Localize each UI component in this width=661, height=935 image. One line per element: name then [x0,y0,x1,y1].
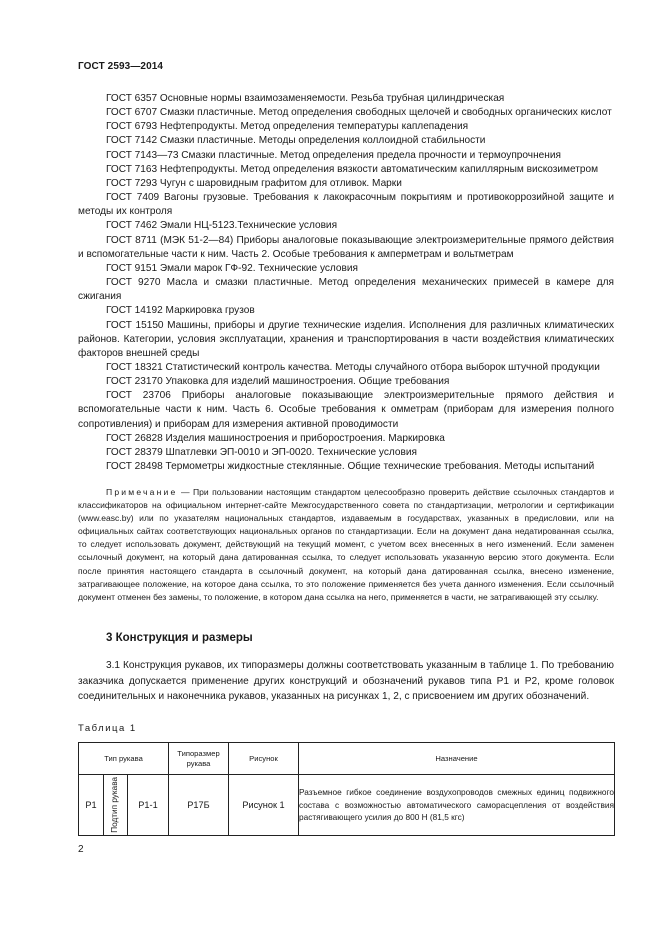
note-label: Примечание [106,487,178,497]
table-header-row [79,743,615,775]
reference-item: ГОСТ 6793 Нефтепродукты. Метод определения температуры каплепадения [106,121,469,133]
reference-item: ГОСТ 7142 Смазки пластичные. Методы определения коллоидной стабильности [106,135,486,147]
section-title: 3 Конструкция и размеры [106,632,253,644]
cell-size: Р17Б [169,775,229,836]
header-size: Типоразмер рукава [169,743,229,775]
reference-item: ГОСТ 14192 Маркировка грузов [106,305,255,317]
section-paragraph: 3.1 Конструкция рукавов, их типоразмеры должны соответствовать указанным в таблице 1. По требованию заказчика допускается применение других конструкций и обозначений рукавов типа Р1 и Р2, кроме головок соединительных и наконечника рукавов, указанных на рисунках 1, 2, с присвоением им других обозначений. [78,660,614,703]
page-header-standard-id: ГОСТ 2593—2014 [78,61,164,72]
reference-item: ГОСТ 7163 Нефтепродукты. Метод определения вязкости автоматическим капиллярным вискозиметром [106,163,599,175]
normative-references-list [78,92,614,474]
reference-item: ГОСТ 23706 Приборы аналоговые показывающие электроизмерительные прямого действия и вспомогательные части к ним. Часть 6. Особые требования к омметрам (приборам для измерения полного сопротивления) и приборам для измерения активной проводимости [78,390,614,430]
table-caption: Таблица 1 [78,723,137,734]
reference-item: ГОСТ 7409 Вагоны грузовые. Требования к лакокрасочным покрытиям и противокоррозийной защите и методы их контроля [78,192,614,218]
reference-item: ГОСТ 7462 Эмали НЦ-5123.Технические условия [106,220,338,232]
table-row [79,775,615,836]
reference-item: ГОСТ 7143—73 Смазки пластичные. Метод определения предела прочности и термоупрочнения [106,149,561,161]
reference-item: ГОСТ 6357 Основные нормы взаимозаменяемости. Резьба трубная цилиндрическая [106,93,505,104]
header-purpose: Назначение [299,743,615,775]
reference-item: ГОСТ 18321 Статистический контроль качества. Методы случайного отбора выборок штучной продукции [106,361,600,373]
cell-purpose: Разъемное гибкое соединение воздухопроводов смежных единиц подвижного состава с возможностью автоматического саморасцепления от воздействия растягивающего усилия до 800 Н (81,5 кгс) [299,775,615,836]
page-number: 2 [78,844,84,855]
reference-item: ГОСТ 7293 Чугун с шаровидным графитом для отливок. Марки [106,177,402,189]
spec-table [78,742,615,836]
header-type: Тип рукава [79,743,169,775]
reference-item: ГОСТ 8711 (МЭК 51-2—84) Приборы аналоговые показывающие электроизмерительные прямого действия и вспомогательные части к ним. Часть 2. Особые требования к амперметрам и вольтметрам [78,234,614,260]
reference-item: ГОСТ 6707 Смазки пластичные. Метод определения свободных щелочей и свободных органических кислот [106,107,612,119]
cell-subtype-text: Подтип рукава [109,777,119,833]
note-text: При пользовании настоящим стандартом целесообразно проверить действие ссылочных стандартов и классификаторов на официальном интернет-сайте Межгосударственного совета по стандартизации, метрологии и сертификации (www.easc.by) или по указателям национальных стандартов, издаваемым в государствах, указанных в предисловии, или на официальных сайтах соответствующих национальных органов по стандартизации. Если на документ дана недатированная ссылка, то следует использовать документ, действующий на текущий момент, с учетом всех внесенных в него изменений. Если заменен ссылочный документ, на который дана датированная ссылка, то следует использовать указанную версию этого документа. Если после принятия настоящего стандарта в ссылочный документ, на который дана датированная ссылка, внесено изменение, затрагивающее положение, на которое дана ссылка, то это положение применяется без учета данного изменения. Если ссылочный документ отменен без замены, то положение, в котором дана ссылка на него, применяется в части, не затрагивающей эту ссылку. [78,487,614,602]
cell-type: Р1 [79,775,104,836]
cell-code: Р1-1 [128,775,169,836]
cell-subtype [104,775,128,836]
reference-item: ГОСТ 28379 Шпатлевки ЭП-0010 и ЭП-0020. Технические условия [106,446,417,458]
reference-item: ГОСТ 9151 Эмали марок ГФ-92. Технические условия [106,262,359,274]
reference-item: ГОСТ 26828 Изделия машиностроения и приборостроения. Маркировка [106,432,445,444]
note-paragraph [78,486,614,604]
note-dash: — [177,487,194,497]
reference-item: ГОСТ 28498 Термометры жидкостные стеклянные. Общие технические требования. Методы испытаний [106,461,595,473]
header-figure: Рисунок [229,743,299,775]
reference-item: ГОСТ 15150 Машины, приборы и другие технические изделия. Исполнения для различных климатических районов. Категории, условия эксплуатации, хранения и транспортирования в части воздействия климатических факторов внешней среды [78,319,614,359]
cell-figure: Рисунок 1 [229,775,299,836]
reference-item: ГОСТ 23170 Упаковка для изделий машиностроения. Общие требования [106,376,450,388]
reference-item: ГОСТ 9270 Масла и смазки пластичные. Метод определения механических примесей в камере для сжигания [78,277,614,303]
